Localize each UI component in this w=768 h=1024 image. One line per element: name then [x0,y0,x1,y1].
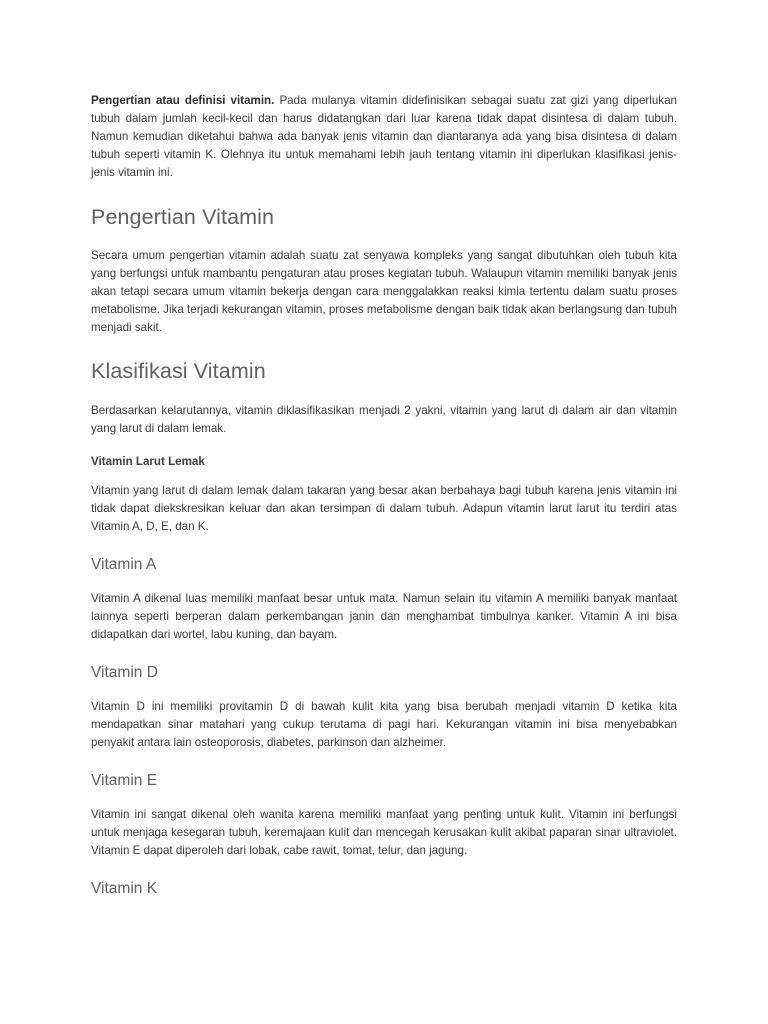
klasifikasi-paragraph: Berdasarkan kelarutannya, vitamin diklasifikasikan menjadi 2 yakni, vitamin yang larut di dalam air dan vitamin yang larut di dalam lemak. [91,404,677,435]
intro-text: Pada mulanya vitamin didefinisikan sebagai suatu zat gizi yang diperlukan tubuh dalam jumlah kecil-kecil dan harus didatangkan dari luar karena tidak dapat disintesa di dalam tubuh. Namun kemudian diketahui bahwa ada banyak jenis vitamin dan diantaranya ada yang bisa disintesa di dalam tubuh seperti vitamin K. Olehnya itu untuk memahami lebih jauh tentang vitamin ini diperlukan klasifikasi jenis-jenis vitamin ini. [91,94,678,179]
heading-vitamin-a: Vitamin A [91,556,157,573]
larut-lemak-paragraph: Vitamin yang larut di dalam lemak dalam takaran yang besar akan berbahaya bagi tubuh karena jenis vitamin ini tidak dapat diekskresikan keluar dan akan tersimpan di dalam tubuh. Adapun vitamin larut larut itu terdiri atas Vitamin A, D, E, dan K. [91,484,677,533]
heading-vitamin-larut-lemak: Vitamin Larut Lemak [91,455,205,468]
heading-klasifikasi-vitamin: Klasifikasi Vitamin [91,359,266,383]
pengertian-paragraph: Secara umum pengertian vitamin adalah suatu zat senyawa kompleks yang sangat dibutuhkan oleh tubuh kita yang berfungsi untuk mambantu pengaturan atau proses kegiatan tubuh. Walaupun vitamin memiliki banyak jenis akan tetapi secara umum vitamin bekerja dengan cara menggalakkan reaksi kimia tertentu dalam suatu proses metabolisme. Jika terjadi kekurangan vitamin, proses metabolisme dengan baik tidak akan berlangsung dan tubuh menjadi sakit. [91,249,677,334]
vitamin-e-paragraph: Vitamin ini sangat dikenal oleh wanita karena memiliki manfaat yang penting untuk kulit. Vitamin ini berfungsi untuk menjaga kesegaran tubuh, keremajaan kulit dan mencegah kerusakan kulit akibat paparan sinar ultraviolet. Vitamin E dapat diperoleh dari lobak, cabe rawit, tomat, telur, dan jagung. [91,808,677,857]
heading-pengertian-vitamin: Pengertian Vitamin [91,205,275,229]
heading-vitamin-k: Vitamin K [91,880,158,897]
intro-lead: Pengertian atau definisi vitamin. [91,94,275,107]
heading-vitamin-e: Vitamin E [91,772,158,789]
vitamin-a-paragraph: Vitamin A dikenal luas memiliki manfaat besar untuk mata. Namun selain itu vitamin A memiliki banyak manfaat lainnya seperti berperan dalam perkembangan janin dan menghambat timbulnya kanker. Vitamin A ini bisa didapatkan dari wortel, labu kuning, dan bayam. [91,592,677,641]
vitamin-d-paragraph: Vitamin D ini memiliki provitamin D di bawah kulit kita yang bisa berubah menjadi vitamin D ketika kita mendapatkan sinar matahari yang cukup terutama di pagi hari. Kekurangan vitamin ini bisa menyebabkan penyakit antara lain osteoporosis, diabetes, parkinson dan alzheimer. [91,700,677,749]
intro-paragraph [91,92,677,182]
heading-vitamin-d: Vitamin D [91,664,158,681]
